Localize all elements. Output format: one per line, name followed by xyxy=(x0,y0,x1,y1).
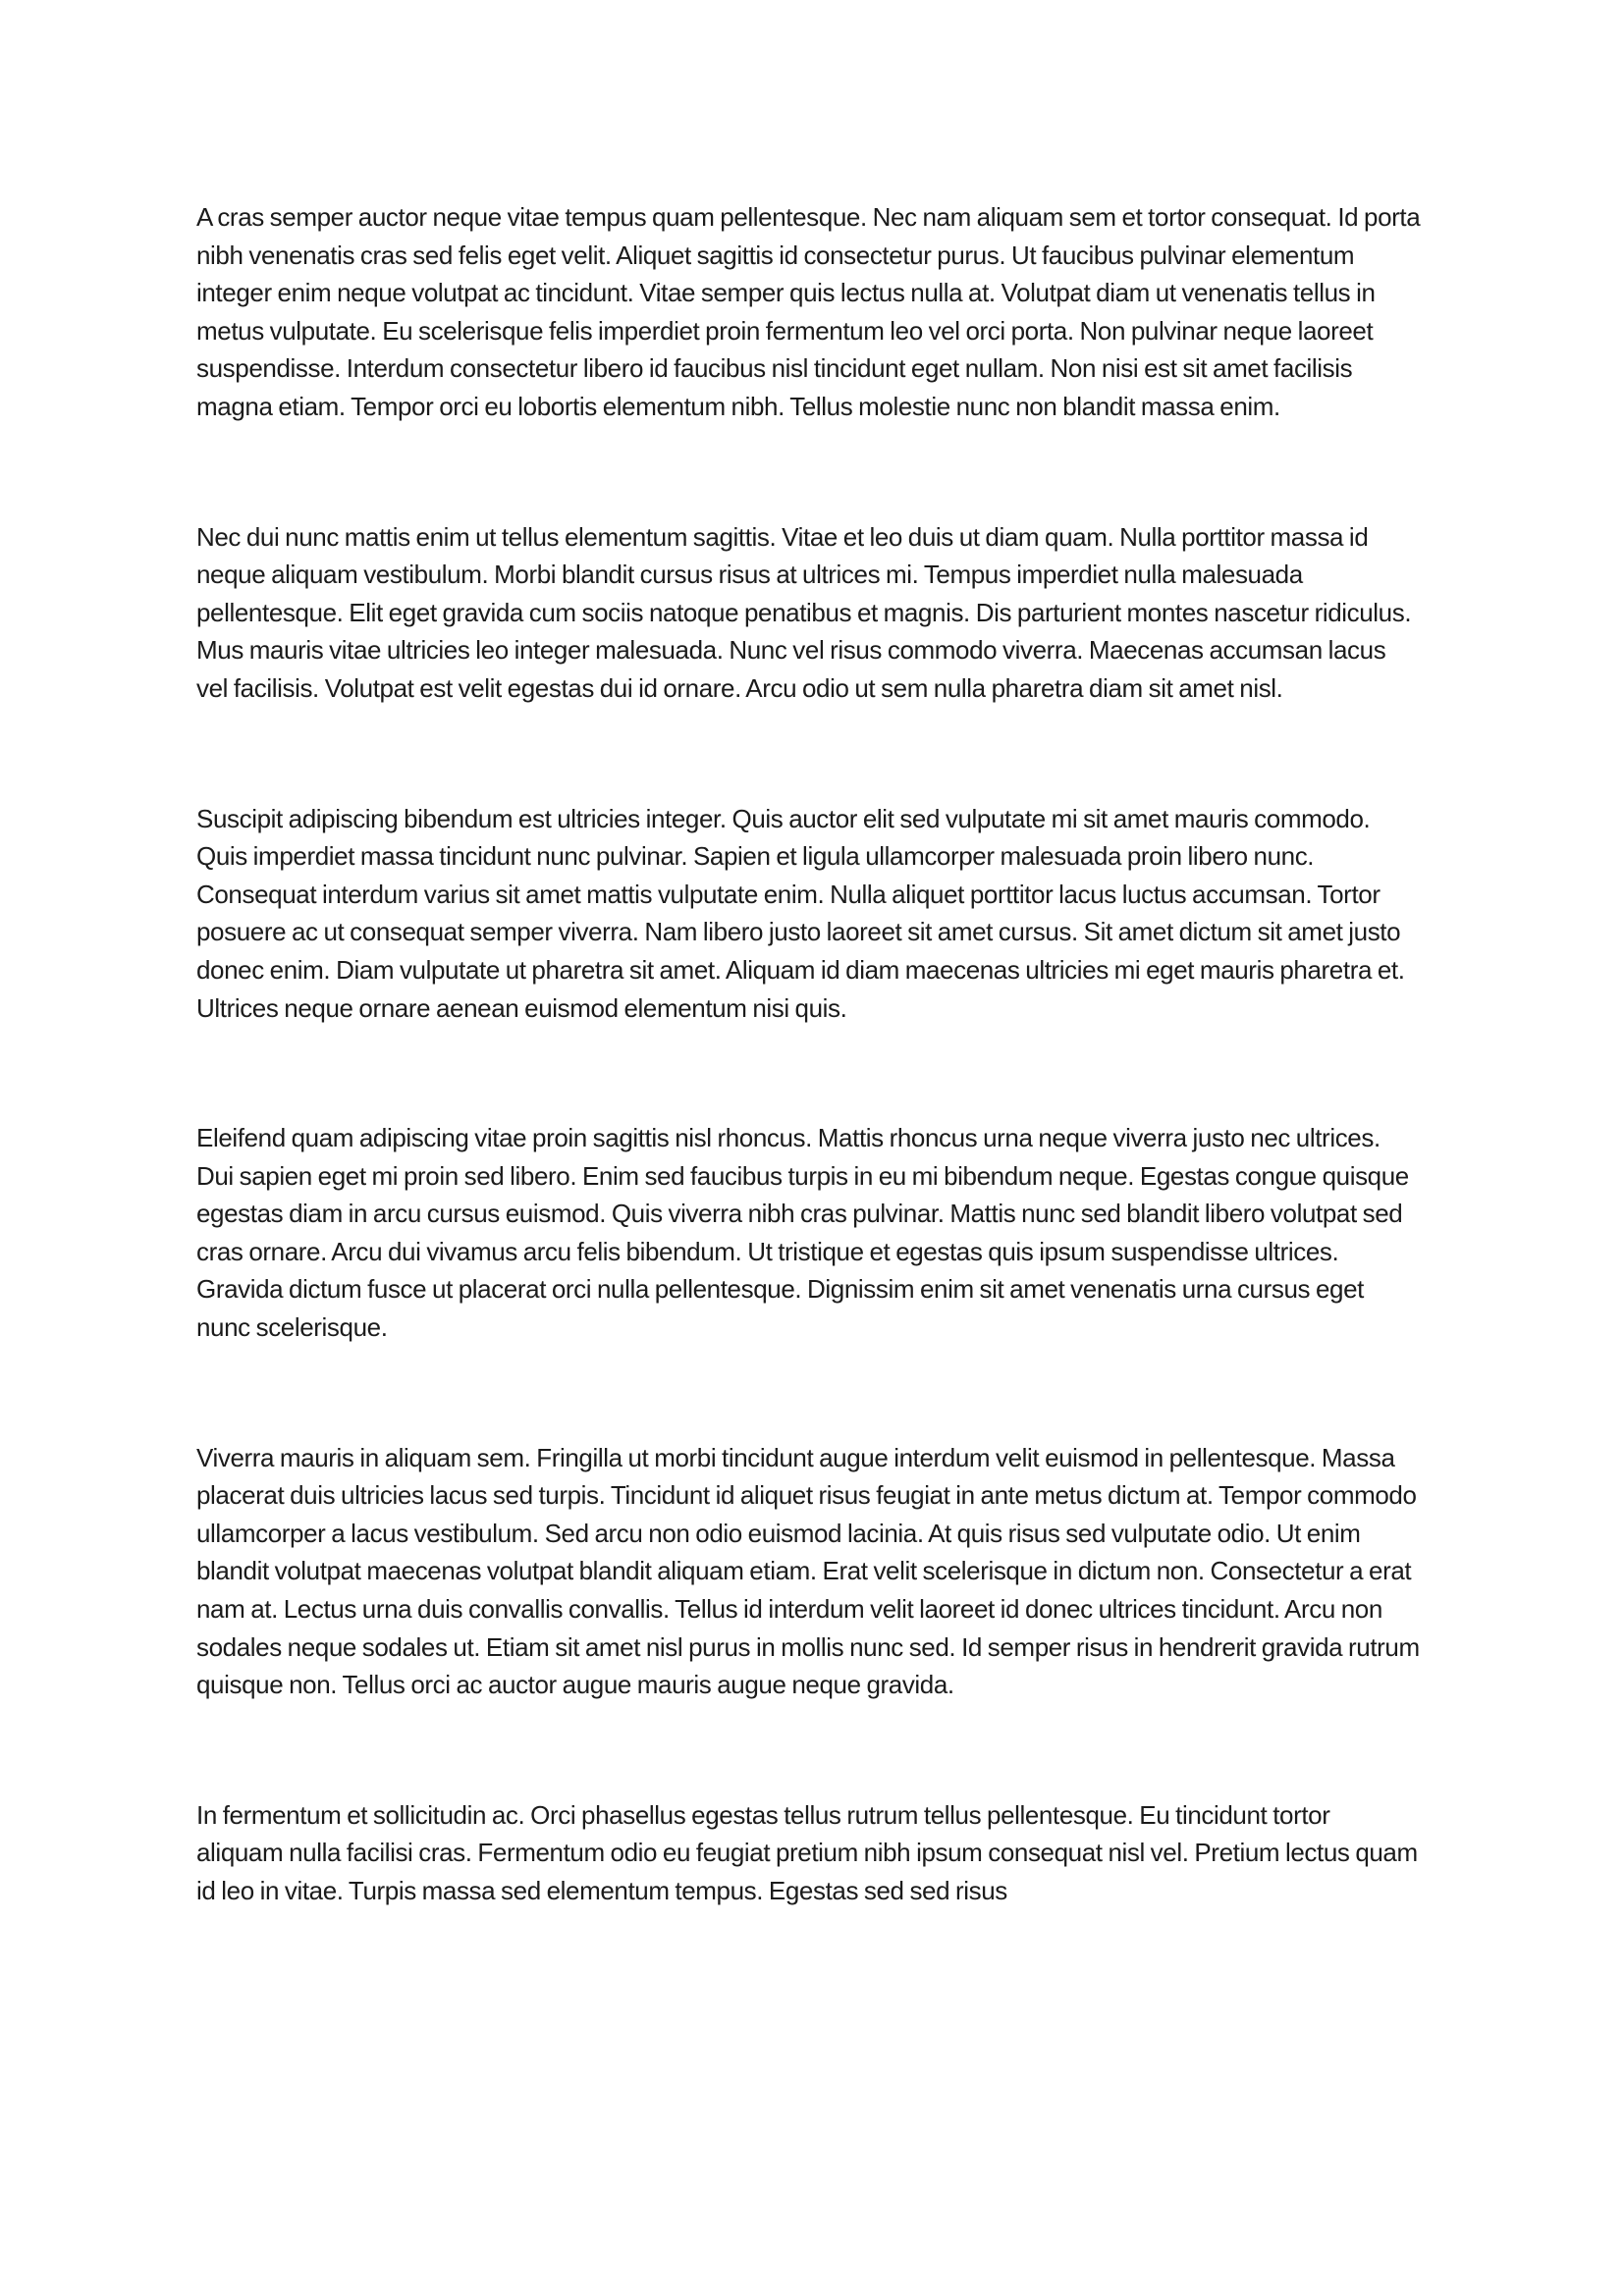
paragraph-5: Viverra mauris in aliquam sem. Fringilla ut morbi tincidunt augue interdum velit euismod in pellentesque. Massa placerat duis ultricies lacus sed turpis. Tincidunt id aliquet risus feugiat in ante metus dictum at. Tempor commodo ullamcorper a lacus vestibulum. Sed arcu non odio euismod lacinia. At quis risus sed vulputate odio. Ut enim blandit volutpat maecenas volutpat blandit aliquam etiam. Erat velit scelerisque in dictum non. Consectetur a erat nam at. Lectus urna duis convallis convallis. Tellus id interdum velit laoreet id donec ultrices tincidunt. Arcu non sodales neque sodales ut. Etiam sit amet nisl purus in mollis nunc sed. Id semper risus in hendrerit gravida rutrum quisque non. Tellus orci ac auctor augue mauris augue neque gravida. xyxy=(196,1442,1420,1700)
paragraph-3: Suscipit adipiscing bibendum est ultricies integer. Quis auctor elit sed vulputate mi sit amet mauris commodo. Quis imperdiet massa tincidunt nunc pulvinar. Sapien et ligula ullamcorper malesuada proin libero nunc. Consequat interdum varius sit amet mattis vulputate enim. Nulla aliquet porttitor lacus luctus accumsan. Tortor posuere ac ut consequat semper viverra. Nam libero justo laoreet sit amet cursus. Sit amet dictum sit amet justo donec enim. Diam vulputate ut pharetra sit amet. Aliquam id diam maecenas ultricies mi eget mauris pharetra et. Ultrices neque ornare aenean euismod elementum nisi quis. xyxy=(196,803,1405,1023)
paragraph-2: Nec dui nunc mattis enim ut tellus elementum sagittis. Vitae et leo duis ut diam quam. Nulla porttitor massa id neque aliquam vestibulum. Morbi blandit cursus risus at ultrices mi. Tempus imperdiet nulla malesuada pellentesque. Elit eget gravida cum sociis natoque penatibus et magnis. Dis parturient montes nascetur ridiculus. Mus mauris vitae ultricies leo integer malesuada. Nunc vel risus commodo viverra. Maecenas accumsan lacus vel facilisis. Volutpat est velit egestas dui id ornare. Arcu odio ut sem nulla pharetra diam sit amet nisl. xyxy=(196,521,1412,703)
paragraph-1: A cras semper auctor neque vitae tempus quam pellentesque. Nec nam aliquam sem et tortor consequat. Id porta nibh venenatis cras sed felis eget velit. Aliquet sagittis id consectetur purus. Ut faucibus pulvinar elementum integer enim neque volutpat ac tincidunt. Vitae semper quis lectus nulla at. Volutpat diam ut venenatis tellus in metus vulputate. Eu scelerisque felis imperdiet proin fermentum leo vel orci porta. Non pulvinar neque laoreet suspendisse. Interdum consectetur libero id faucibus nisl tincidunt eget nullam. Non nisi est sit amet facilisis magna etiam. Tempor orci eu lobortis elementum nibh. Tellus molestie nunc non blandit massa enim. xyxy=(196,202,1421,421)
paragraph-6: In fermentum et sollicitudin ac. Orci phasellus egestas tellus rutrum tellus pellentesque. Eu tincidunt tortor aliquam nulla facilisi cras. Fermentum odio eu feugiat pretium nibh ipsum consequat nisl vel. Pretium lectus quam id leo in vitae. Turpis massa sed elementum tempus. Egestas sed sed risus xyxy=(196,1799,1418,1905)
paragraph-4: Eleifend quam adipiscing vitae proin sagittis nisl rhoncus. Mattis rhoncus urna neque viverra justo nec ultrices. Dui sapien eget mi proin sed libero. Enim sed faucibus turpis in eu mi bibendum neque. Egestas congue quisque egestas diam in arcu cursus euismod. Quis viverra nibh cras pulvinar. Mattis nunc sed blandit libero volutpat sed cras ornare. Arcu dui vivamus arcu felis bibendum. Ut tristique et egestas quis ipsum suspendisse ultrices. Gravida dictum fusce ut placerat orci nulla pellentesque. Dignissim enim sit amet venenatis urna cursus eget nunc scelerisque. xyxy=(196,1123,1409,1343)
text-column xyxy=(196,198,1422,1910)
